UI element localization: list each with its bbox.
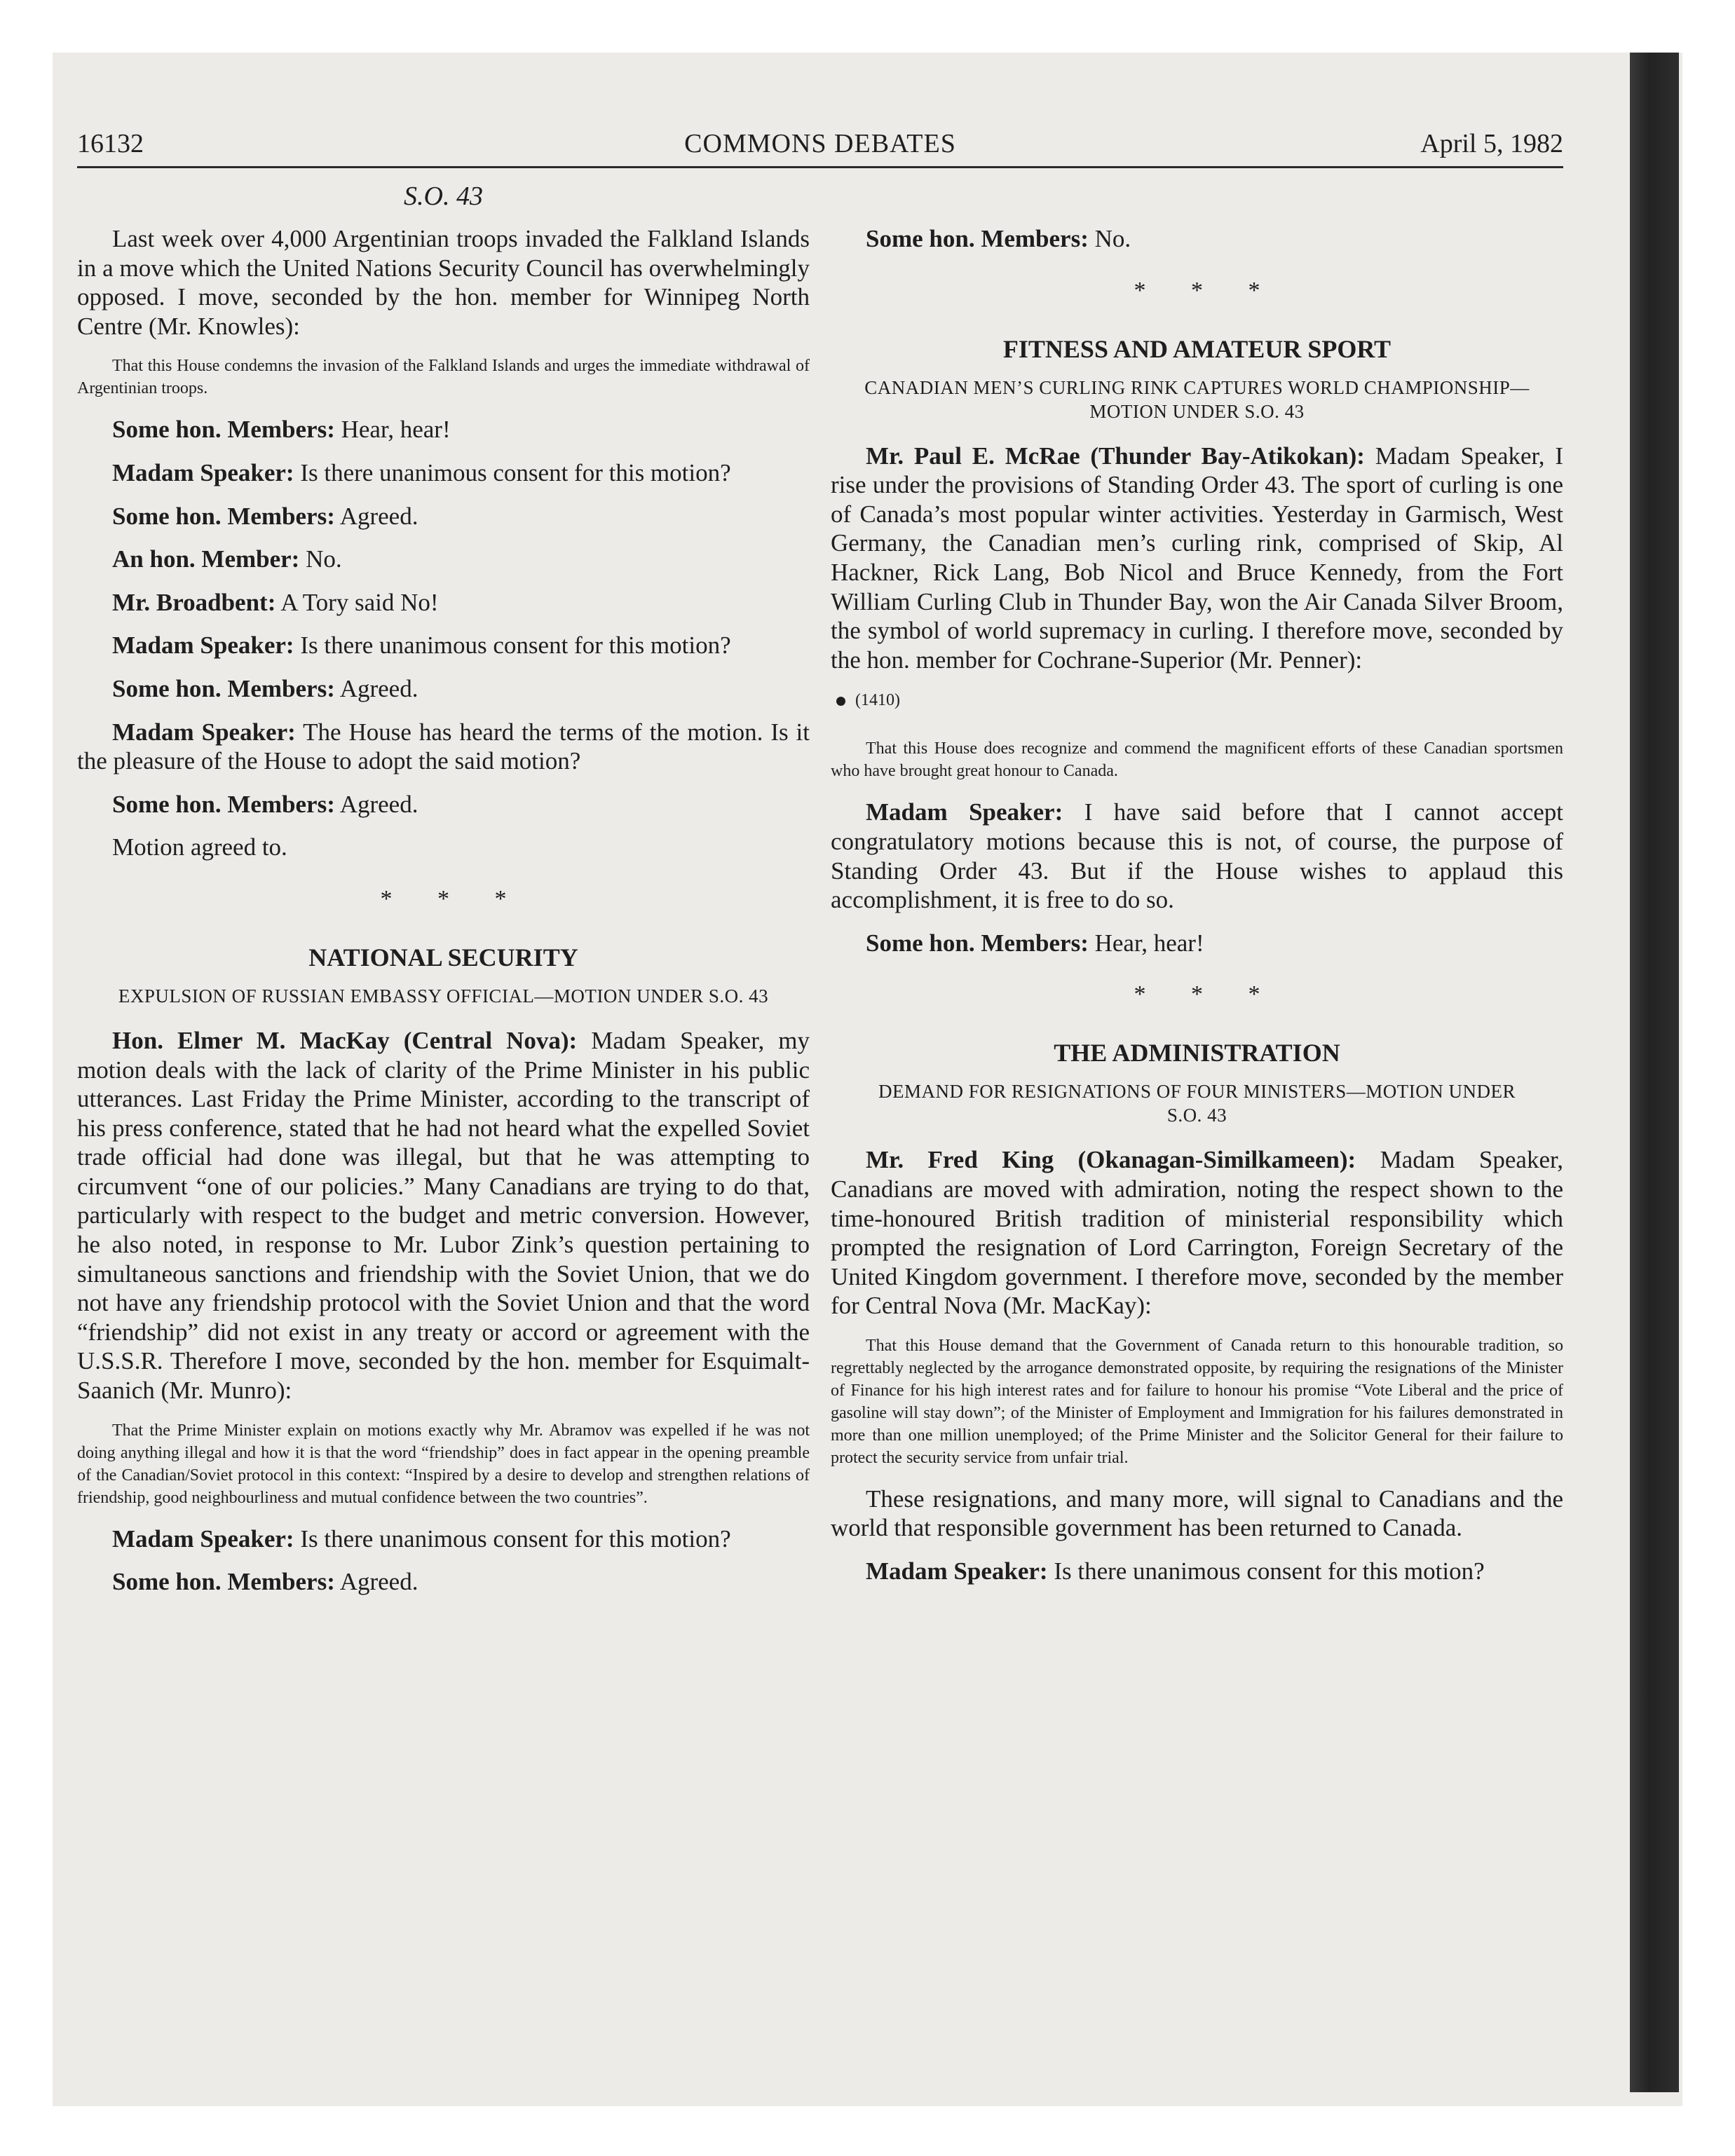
speaker-name: Madam Speaker:: [112, 458, 294, 486]
running-header: [77, 123, 1563, 165]
speech-text: Is there unanimous consent for this motion?: [300, 632, 731, 660]
speech-entry: [77, 1026, 810, 1405]
motion-text: That this House condemns the invasion of the Falkland Islands and urges the immediate withdrawal of Argentinian troops.: [77, 357, 810, 398]
speaker-name: Madam Speaker:: [112, 718, 296, 746]
speaker-name: Madam Speaker:: [112, 1524, 294, 1553]
speech-text: No.: [1094, 225, 1131, 252]
speech-entry: [77, 502, 810, 531]
speaker-name: Some hon. Members:: [866, 225, 1089, 252]
speech-entry: [77, 674, 810, 704]
speaker-name: Some hon. Members:: [112, 1568, 335, 1596]
time-marker-text: (1410): [855, 691, 900, 710]
speech-entry: [77, 631, 810, 660]
speaker-name: Mr. Broadbent:: [112, 588, 276, 616]
sitting-date: April 5, 1982: [1420, 129, 1563, 158]
speech-text: I have said before that I cannot accept congratulatory motions because this is not, of course, the purpose of Standing Order 43. But if the House wishes to applaud this accomplishment, it is free to do so.: [831, 798, 1564, 914]
section-heading: THE ADMINISTRATION: [1054, 1039, 1340, 1067]
motion-text: That the Prime Minister explain on motions exactly why Mr. Abramov was expelled if he was not doing anything illegal and how it is that the word “friendship” does in fact appear in the opening preamble of the Canadian/Soviet protocol in this context: “Inspired by a desire to develop and strengthen relations of friendship, good neighbourliness and mutual confidence between the two countries”.: [77, 1421, 810, 1507]
speech-entry: [77, 545, 810, 574]
speaker-name: Some hon. Members:: [112, 790, 335, 818]
left-column: [77, 224, 810, 1611]
speaker-name: Some hon. Members:: [112, 502, 335, 530]
publication-title: COMMONS DEBATES: [684, 129, 956, 158]
right-column: [831, 224, 1563, 1600]
section-divider: * * *: [1134, 981, 1280, 1008]
speech-text: Is there unanimous consent for this motion?: [300, 1524, 731, 1553]
speaker-name: Some hon. Members:: [112, 674, 335, 702]
section-divider: * * *: [1134, 277, 1280, 303]
speaker-name: Hon. Elmer M. MacKay (Central Nova):: [112, 1026, 578, 1054]
motion-text: That this House demand that the Government of Canada return to this honourable tradition, so regrettably neglected by the arrogance demonstrated opposite, by requiring the resignations of the Minister of Finance for his high interest rates and for failure to honour his promise “Vote Liberal and the price of gasoline will stay down”; of the Minister of Employment and Immigration for his failures demonstrated in more than one million unemployed; of the Prime Minister and the Solicitor General for their failure to protect the security service from unfair trial.: [831, 1336, 1563, 1467]
speech-entry: [831, 1557, 1563, 1586]
section-subheading: CANADIAN MEN’S CURLING RINK CAPTURES WORLD CHAMPIONSHIP—MOTION UNDER S.O. 43: [864, 376, 1530, 422]
speech-entry: [77, 415, 810, 444]
section-subheading: DEMAND FOR RESIGNATIONS OF FOUR MINISTERS—MOTION UNDER S.O. 43: [878, 1081, 1516, 1126]
speech-text: Madam Speaker, I rise under the provisions of Standing Order 43. The sport of curling is one of Canada’s most popular winter activities. Yesterday in Garmisch, West Germany, the Canadian men’s curling rink, comprised of Skip, Al Hackner, Rick Lang, Bob Nicol and Bruce Kennedy, from the Fort William Curling Club in Thunder Bay, won the Air Canada Silver Broom, the symbol of world supremacy in curling. I therefore move, seconded by the hon. member for Cochrane-Superior (Mr. Penner):: [831, 442, 1564, 674]
procedural-note: Motion agreed to.: [112, 833, 287, 861]
speaker-name: An hon. Member:: [112, 545, 300, 573]
speech-entry: [831, 442, 1563, 675]
speech-text: Agreed.: [339, 1568, 419, 1596]
speech-entry: [77, 790, 810, 819]
speech-text: Is there unanimous consent for this motion?: [1054, 1557, 1485, 1585]
speech-entry: [831, 1145, 1563, 1321]
section-subheading: EXPULSION OF RUSSIAN EMBASSY OFFICIAL—MOTION UNDER S.O. 43: [118, 985, 769, 1007]
header-rule: [77, 166, 1563, 168]
speech-text: Madam Speaker, Canadians are moved with admiration, noting the respect shown to the time-honoured British tradition of ministerial responsibility which prompted the resignation of Lord Carrington, Foreign Secretary of the United Kingdom government. I therefore move, seconded by the member for Central Nova (Mr. MacKay):: [831, 1146, 1563, 1320]
bullet-icon: [836, 697, 845, 706]
section-heading: FITNESS AND AMATEUR SPORT: [1002, 334, 1392, 363]
section-heading: NATIONAL SECURITY: [308, 943, 578, 971]
speech-entry: [77, 1524, 810, 1554]
speech-text: A Tory said No!: [280, 588, 439, 616]
book-spine-edge: [1630, 53, 1679, 2092]
speech-entry: [77, 458, 810, 488]
speech-entry: [831, 929, 1563, 958]
speech-entry: [831, 798, 1563, 914]
speech-entry: [831, 224, 1563, 254]
speech-text: Hear, hear!: [341, 416, 451, 444]
speaker-name: Madam Speaker:: [866, 1557, 1048, 1585]
speech-text: Hear, hear!: [1094, 929, 1204, 957]
section-marker: S.O. 43: [404, 182, 483, 211]
speech-text: Agreed.: [339, 790, 419, 818]
section-divider: * * *: [380, 885, 526, 912]
speaker-name: Madam Speaker:: [112, 632, 294, 660]
speech-text: Is there unanimous consent for this motion?: [300, 458, 731, 486]
speaker-name: Mr. Fred King (Okanagan-Similkameen):: [866, 1146, 1356, 1174]
speech-text: Agreed.: [339, 502, 419, 530]
speaker-name: Some hon. Members:: [112, 416, 335, 444]
paragraph: Last week over 4,000 Argentinian troops invaded the Falkland Islands in a move which the United Nations Security Council has overwhelmingly opposed. I move, seconded by the hon. member for Winnipeg North Centre (Mr. Knowles):: [77, 225, 810, 340]
speech-entry: [77, 718, 810, 776]
time-marker: [836, 688, 1563, 712]
paragraph: These resignations, and many more, will signal to Canadians and the world that responsible government has been returned to Canada.: [831, 1485, 1563, 1542]
speech-text: No.: [306, 545, 342, 573]
speech-entry: [77, 1567, 810, 1597]
page-number: 16132: [77, 129, 144, 158]
motion-text: That this House does recognize and commend the magnificent efforts of these Canadian sportsmen who have brought great honour to Canada.: [831, 739, 1563, 781]
speech-text: The House has heard the terms of the motion. Is it the pleasure of the House to adopt the said motion?: [77, 718, 810, 775]
speech-entry: [77, 588, 810, 618]
speaker-name: Madam Speaker:: [866, 798, 1063, 826]
speaker-name: Some hon. Members:: [866, 929, 1089, 957]
speech-text: Madam Speaker, my motion deals with the lack of clarity of the Prime Minister in his public utterances. Last Friday the Prime Minister, according to the transcript of his press conference, stated that he had not heard what the expelled Soviet trade official had done was illegal, but that he was attempting to circumvent “one of our policies.” Many Canadians are trying to do that, particularly with respect to the budget and metric conversion. However, he also noted, in response to Mr. Lubor Zink’s question pertaining to simultaneous sanctions and friendship with the Soviet Union, that we do not have any friendship protocol with the Soviet Union and that the word “friendship” did not exist in any treaty or accord or agreement with the U.S.S.R. Therefore I move, seconded by the hon. member for Esquimalt-Saanich (Mr. Munro):: [77, 1026, 810, 1405]
speech-text: Agreed.: [339, 674, 419, 702]
speaker-name: Mr. Paul E. McRae (Thunder Bay-Atikokan):: [866, 442, 1365, 470]
